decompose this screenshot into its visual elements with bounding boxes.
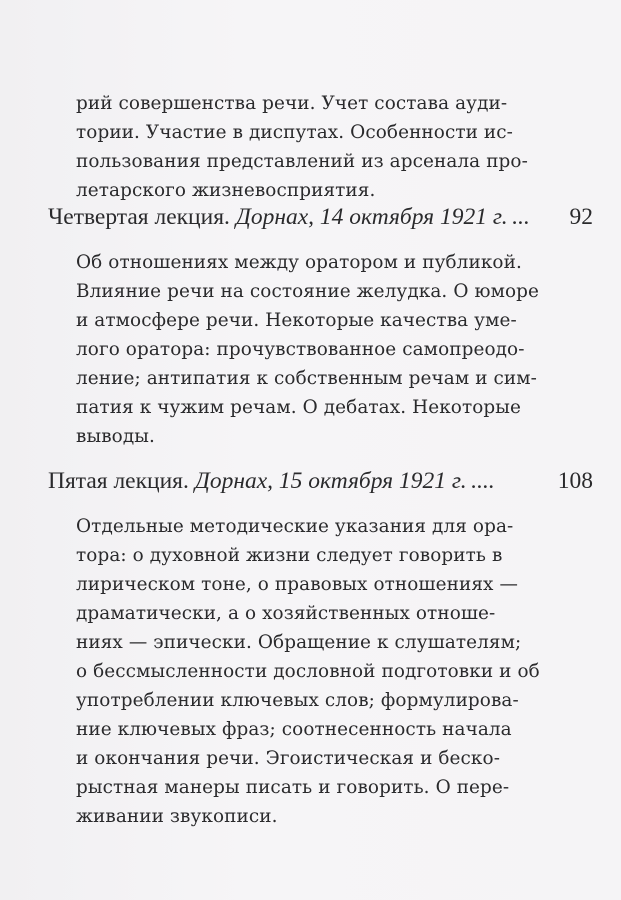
text-line: употреблении ключевых слов; формулирова-: [76, 690, 519, 711]
lecture5-summary: [76, 512, 596, 831]
lecture4-leader-dots: ...: [511, 204, 530, 230]
text-line: живании звукописи.: [76, 806, 278, 827]
text-line: и атмосфере речи. Некоторые качества уме-: [76, 310, 517, 331]
text-line: рий совершенства речи. Учет состава ауди-: [76, 93, 508, 114]
text-line: Влияние речи на состояние желудка. О юморе: [76, 281, 539, 302]
lecture5-heading: [48, 466, 593, 496]
lecture4-title: Четвертая лекция.: [48, 204, 230, 230]
lecture4-summary: [76, 248, 596, 451]
lecture5-title: Пятая лекция.: [48, 468, 189, 494]
text-line: патия к чужим речам. О дебатах. Некоторые: [76, 397, 522, 418]
text-line: ление; антипатия к собственным речам и сим-: [76, 368, 537, 389]
text-line: пользования представлений из арсенала про-: [76, 151, 528, 172]
text-line: драматически, а о хозяйственных отноше-: [76, 603, 496, 624]
text-line: Об отношениях между оратором и публикой.: [76, 252, 522, 273]
text-line: летарского жизневосприятия.: [76, 180, 376, 201]
text-line: ние ключевых фраз; соотнесенность начала: [76, 719, 512, 740]
text-line: ниях — эпически. Обращение к слушателям;: [76, 632, 522, 653]
lecture5-page-number: 108: [557, 468, 593, 494]
text-line: лирическом тоне, о правовых отношениях —: [76, 574, 518, 595]
text-line: выводы.: [76, 426, 155, 447]
lecture5-leader-dots: ....: [470, 468, 495, 494]
lecture5-place-date: Дорнах, 15 октября 1921 г.: [194, 468, 467, 494]
intro-paragraph: [76, 89, 596, 205]
text-line: Отдельные методические указания для ора-: [76, 516, 514, 537]
text-line: и окончания речи. Эгоистическая и беско-: [76, 748, 501, 769]
text-line: о бессмысленности дословной подготовки и об: [76, 661, 540, 682]
text-line: тории. Участие в диспутах. Особенности ис-: [76, 122, 513, 143]
text-line: лого оратора: прочувствованное самопреодо-: [76, 339, 525, 360]
text-line: тора: о духовной жизни следует говорить в: [76, 545, 503, 566]
lecture4-heading: [48, 202, 593, 232]
lecture4-page-number: 92: [569, 204, 593, 230]
lecture4-place-date: Дорнах, 14 октября 1921 г.: [235, 204, 508, 230]
text-line: рыстная манеры писать и говорить. О пере-: [76, 777, 510, 798]
